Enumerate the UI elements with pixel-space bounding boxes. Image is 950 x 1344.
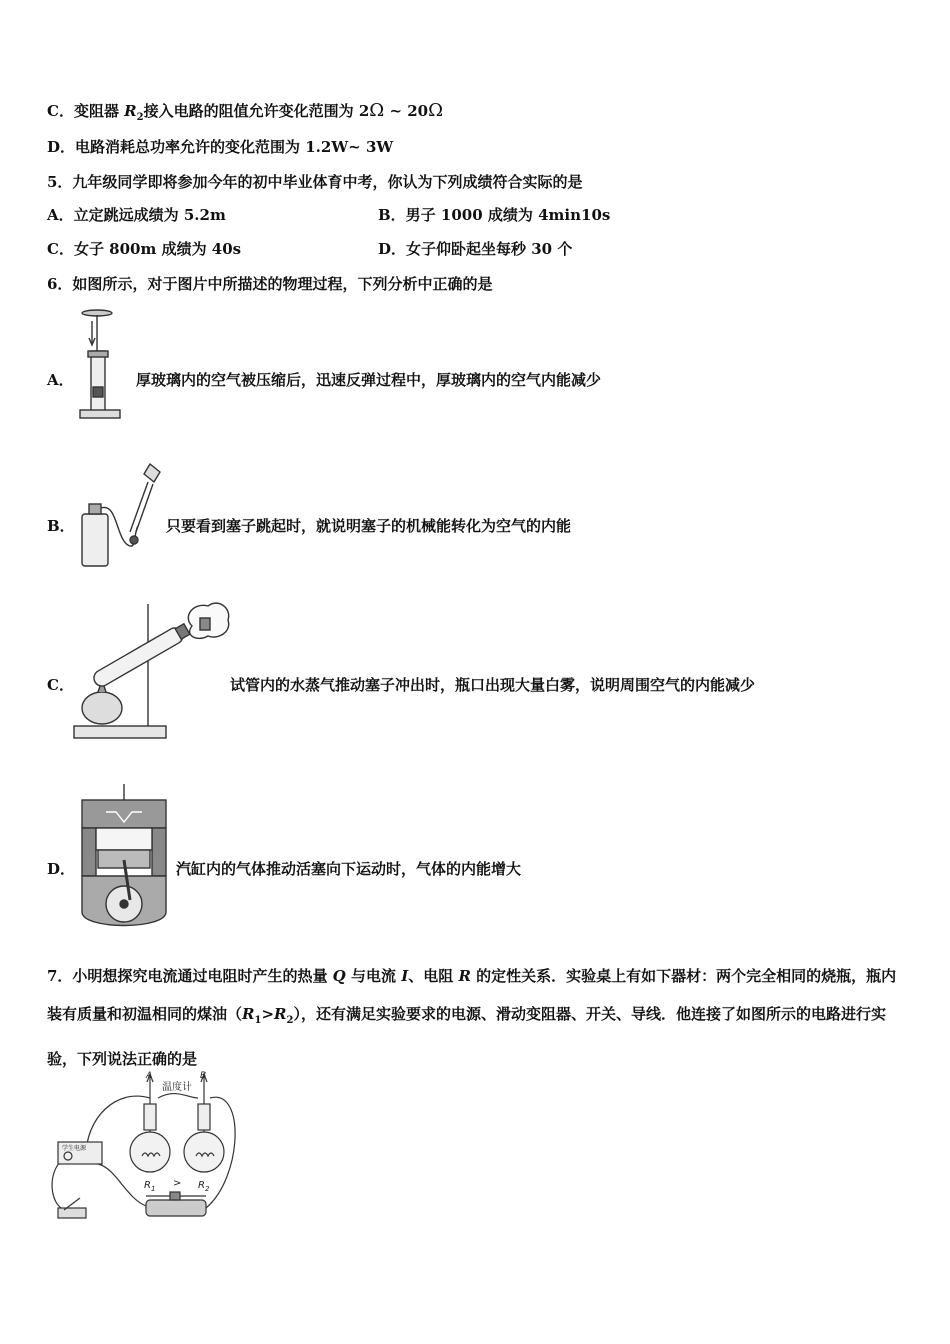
engine-cylinder-figure bbox=[76, 782, 172, 934]
q4-option-d: D．电路消耗总功率允许的变化范围为 1.2W~ 3W bbox=[47, 138, 394, 156]
thermometer-label: 温度计 bbox=[162, 1082, 192, 1093]
joule-heating-circuit-figure bbox=[46, 1068, 246, 1228]
q6-stem: 6．如图所示，对于图片中所描述的物理过程，下列分析中正确的是 bbox=[47, 275, 493, 293]
power-supply-label: 学生电源 bbox=[62, 1145, 87, 1152]
q5-option-b: B．男子 1000 成绩为 4min10s bbox=[378, 206, 611, 224]
terminal-b-label: B bbox=[200, 1071, 207, 1081]
q5-option-d: D．女子仰卧起坐每秒 30 个 bbox=[378, 240, 573, 258]
q6-option-a-label: A． bbox=[47, 371, 74, 389]
air-compression-figure bbox=[78, 305, 132, 420]
test-tube-steam-figure bbox=[72, 598, 232, 743]
terminal-a-label: A bbox=[146, 1071, 153, 1081]
q6-option-d-text: 汽缸内的气体推动活塞向下运动时，气体的内能增大 bbox=[176, 860, 522, 878]
q6-option-b-label: B． bbox=[47, 517, 75, 535]
r2-label: $R_2$ bbox=[198, 1180, 210, 1193]
q6-option-b-text: 只要看到塞子跳起时，就说明塞子的机械能转化为空气的内能 bbox=[166, 517, 572, 535]
q4-option-c: C．变阻器 $R_2$接入电路的阻值允许变化范围为 2Ω ~ 20Ω bbox=[47, 100, 444, 123]
q6-option-c-text: 试管内的水蒸气推动塞子冲出时，瓶口出现大量白雾，说明周围空气的内能减少 bbox=[230, 676, 756, 694]
q6-option-d-label: D． bbox=[47, 860, 76, 878]
q6-option-a-text: 厚玻璃内的空气被压缩后，迅速反弹过程中，厚玻璃内的空气内能减少 bbox=[136, 371, 602, 389]
bottle-pump-figure bbox=[78, 462, 164, 570]
q5-option-a: A．立定跳远成绩为 5.2m bbox=[47, 206, 226, 224]
q5-stem: 5．九年级同学即将参加今年的初中毕业体育中考，你认为下列成绩符合实际的是 bbox=[47, 173, 583, 191]
compare-symbol: > bbox=[173, 1178, 182, 1189]
r1-label: $R_1$ bbox=[144, 1180, 156, 1193]
q6-option-c-label: C． bbox=[47, 676, 74, 694]
q7-stem: 7．小明想探究电流通过电阻时产生的热量 Q 与电流 I、电阻 R 的定性关系．实验桌上有如下器材：两个完全相同的烧瓶，瓶内装有质量和初温相同的煤油$(R_1>R_2)$，还有满足实验要求的电源、滑动变阻器、开关、导线．他连接了如图所示的电路进行实验，下列说法正确的是 bbox=[47, 967, 897, 1068]
q5-option-c: C．女子 800m 成绩为 40s bbox=[47, 240, 242, 258]
